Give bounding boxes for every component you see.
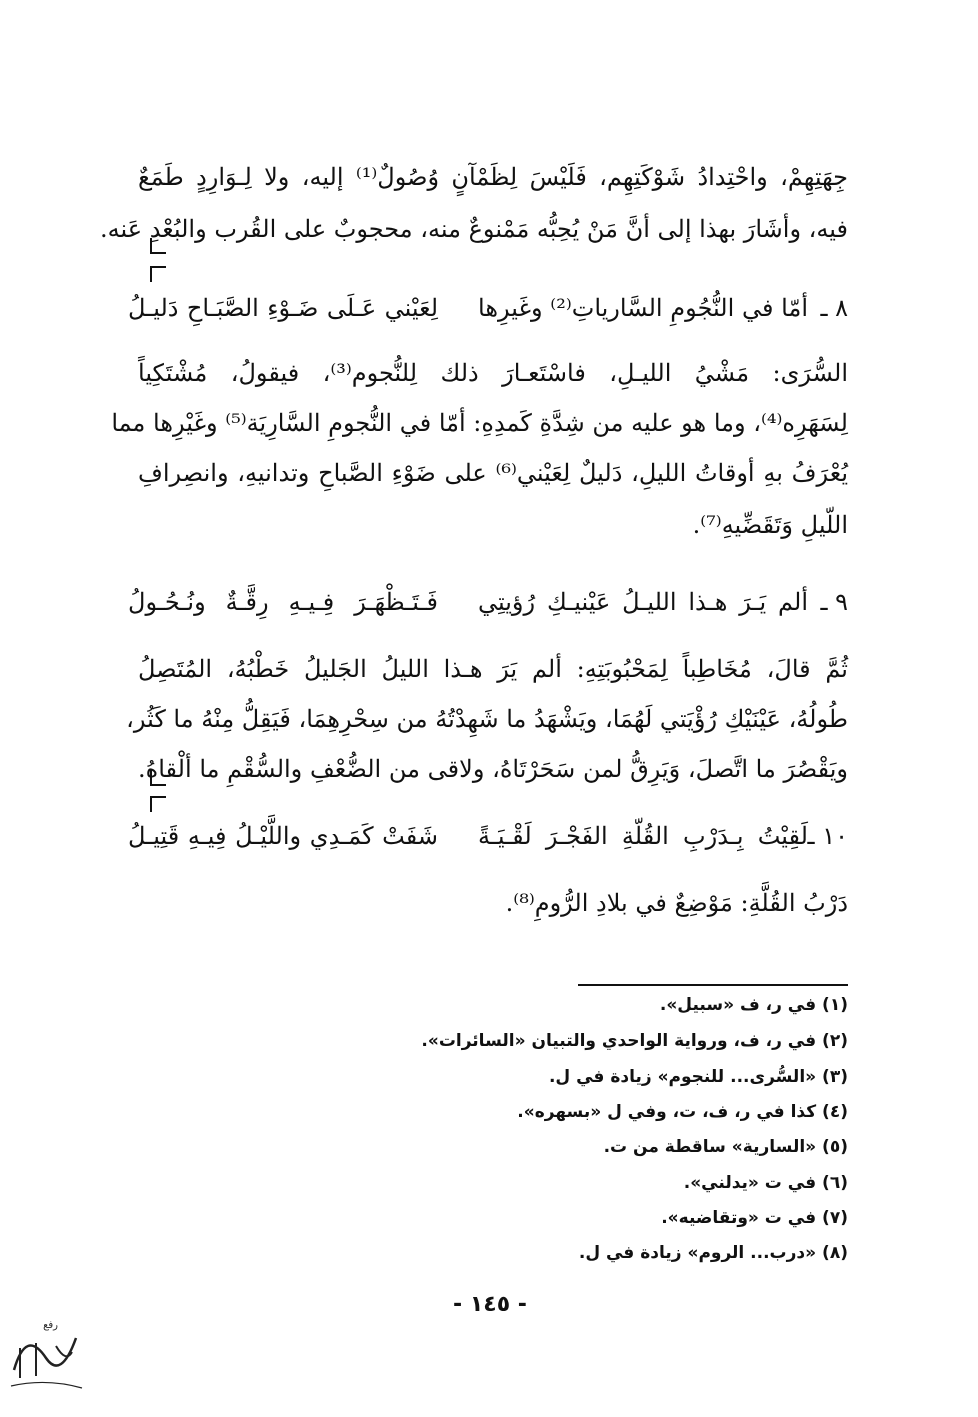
verse-marker-bracket	[150, 266, 166, 282]
footnote-2: (٢) في ر، ف، ورواية الواحدي والتبيان «السائرات».	[421, 1031, 848, 1051]
footnote-4: (٤) كذا في ر، ف، ت، وفي ل «بسهره».	[517, 1102, 848, 1122]
commentary-line: ويَقْصُرَ ما اتَّصلَ، وَيَرِقُّ لمن سَحَرْتَاهُ، ولاقى من الضُّعْفِ والسُّقْمِ ما ألْقاهُ.	[138, 755, 848, 783]
footnote-6: (٦) في ت «يدلني».	[683, 1173, 848, 1193]
verse-10	[128, 818, 848, 854]
footnote-1: (١) في ر، ف «سبيل».	[659, 995, 848, 1015]
commentary-line: ثُمَّ قالَ، مُخَاطِباً لِمَحْبُوبَتِهِ: ألم يَرَ هـذا الليلُ الجَليلُ خَطْبُهُ، المُتَصِلُ	[138, 655, 848, 683]
publisher-stamp-logo	[6, 1308, 86, 1398]
verse-9	[128, 584, 848, 620]
body-line-1: جِهَتِهِمْ، واحْتِدادُ شَوْكَتِهِم، فَلَيْسَ لِظَمْآنٍ وُصُولٌ⁽¹⁾ إليه، ولا لِـوَارِدٍ طَمَعٌ	[138, 163, 848, 191]
footnote-5: (٥) «السارية» ساقطة من ت.	[603, 1137, 848, 1157]
verse-second-hemistich: فَـتَـظْهَـرَ فِـيـهِ رِقَّـةٌ ونُـحُـولُ	[128, 588, 438, 616]
verse-8	[128, 290, 848, 326]
verse-first-hemistich: لَقِيْتُ بِـدَرْبِ القُلّةِ الفَجْـرَ لَقْـيَـةً	[478, 822, 808, 850]
verse-first-hemistich: ألم يَـرَ هـذا الليـلُ عَيْنيـكِ رُؤيتِي	[478, 588, 808, 616]
verse-second-hemistich: لِعَيْني عَـلَى ضَـوْءِ الصَّبَـاحِ دَليـلُ	[128, 294, 438, 322]
commentary-line: لِسَهَرِه⁽⁴⁾، وما هو عليه من شِدَّةِ كَمدِهِ: أمّا في النُّجومِ السَّارِيَة⁽⁵⁾ وغَيْرِها مما	[111, 409, 848, 437]
commentary-line: دَرْبُ القُلَّةِ: مَوْضِعٌ في بلادِ الرُّومِ⁽⁸⁾.	[505, 889, 848, 917]
commentary-line: طُولُهُ، عَيْنَيْكِ رُؤْيَتي لَهُمَا، ويَشْهَدُ ما شَهِدْتُهُ من سِحْرِهِمَا، فَيَقِلُّ مِنْهُ ما كَثُر،	[126, 705, 848, 733]
commentary-line: اللّيلِ وَتَقَضِّيهِ⁽⁷⁾.	[692, 511, 848, 539]
verse-marker-bracket	[150, 796, 166, 812]
page-number: - ١٤٥ -	[453, 1292, 527, 1317]
verse-marker-bracket	[150, 238, 166, 254]
footnote-divider	[578, 984, 848, 986]
verse-number: ٨ ـ	[820, 294, 848, 322]
footnote-3: (٣) «السُّرى... للنجوم» زيادة في ل.	[548, 1067, 848, 1087]
commentary-line: يُعْرَفُ بهِ أوقاتُ الليلِ، دَليلٌ لِعَيْني⁽⁶⁾ على ضَوْءِ الصَّباحِ وتدانيهِ، وانصِرافِ	[138, 459, 848, 487]
verse-second-hemistich: شَفَتْ كَمَـدِي واللَّيْـلُ فِيـهِ قَتِيـلُ	[128, 822, 438, 850]
footnote-7: (٧) في ت «وتقاضيه».	[661, 1208, 848, 1228]
verse-first-hemistich: أمّا في النُّجُومِ السَّارياتِ⁽²⁾ وغَيرِها	[478, 294, 808, 322]
footnote-8: (٨) «درب... الروم» زيادة في ل.	[578, 1243, 848, 1263]
verse-number: ٩ ـ	[820, 588, 848, 616]
verse-marker-bracket	[150, 770, 166, 786]
commentary-line: السُّرَى: مَشْيُ الليـلِ، فاسْتَعـارَ ذلك لِلنُّجوم⁽³⁾، فيقولُ، مُشْتَكِياً	[138, 359, 849, 387]
verse-number: ١٠ ـ	[807, 822, 848, 850]
svg-text:رفع: رفع	[43, 1320, 58, 1331]
body-line-2: فيه، وأشَارَ بهذا إلى أنَّ مَنْ يُحِبُّه مَمْنوعٌ منه، محجوبٌ على القُرب والبُعْدِ عَنه.	[100, 215, 848, 243]
